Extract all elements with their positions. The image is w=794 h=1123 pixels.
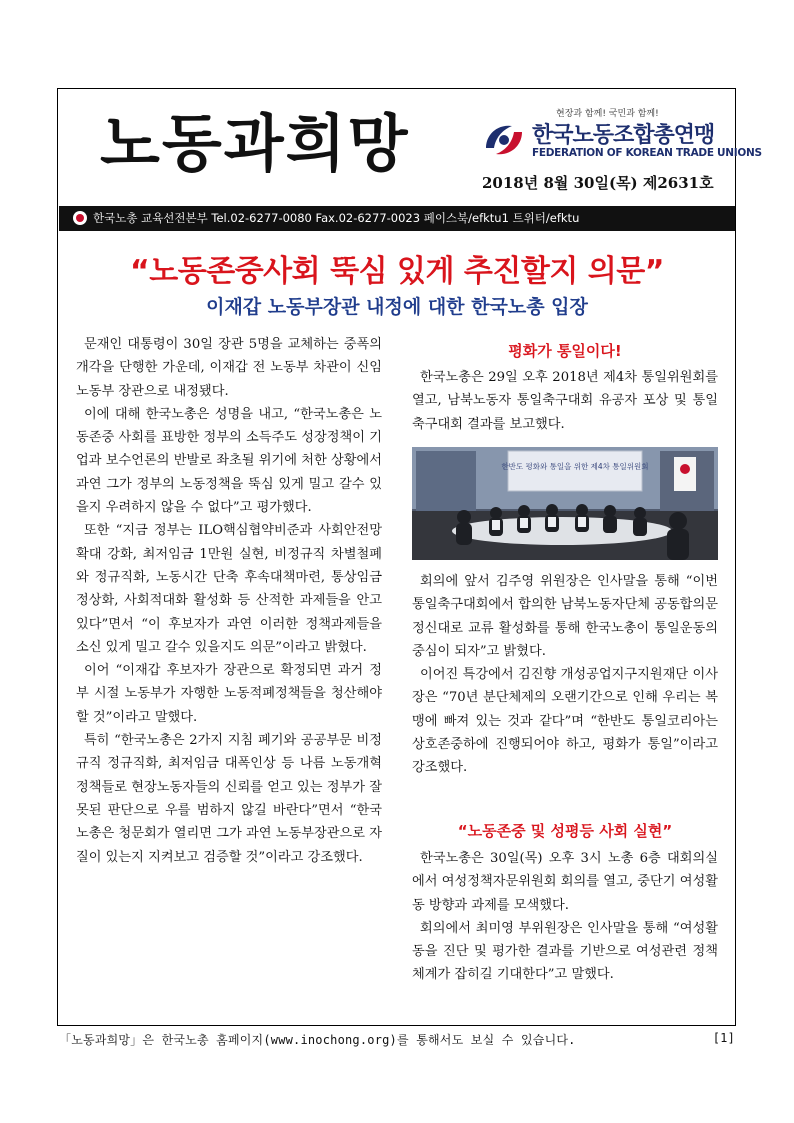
org-name-english: FEDERATION OF KOREAN TRADE UNIONS (532, 147, 762, 159)
article-paragraph: 회의에서 최미영 부위원장은 인사말을 통해 “여성활동을 진단 및 평가한 결과를 기반으로 여성관련 정책체계가 잡히길 기대한다”고 말했다. (412, 920, 718, 983)
banner-text: 한반도 평화와 통일을 위한 제4차 통일위원회 (501, 462, 649, 471)
section-gender-equality-body (412, 847, 718, 987)
article-paragraph: 문재인 대통령이 30일 장관 5명을 교체하는 중폭의 개각을 단행한 가운데, 이재갑 전 노동부 차관이 신임 노동부 장관으로 내정됐다. (76, 337, 382, 399)
article-paragraph: 한국노총은 29일 오후 2018년 제4차 통일위원회를 열고, 남북노동자 통일축구대회 유공자 포상 및 통일축구대회 결과를 보고했다. (412, 370, 718, 432)
article-paragraph: 특히 “한국노총은 2가지 지침 폐기와 공공부문 비정규직 정규직화, 최저임금 대폭인상 등 나름 노동개혁정책들로 현장노동자들의 신뢰를 얻고 있는 정부가 잘못된 판단으로 우를 범하지 않길 바란다”면서 “한국노총은 청문회가 열리면 그가 과연 노동부장관으로 자질이 있는지 지켜보고 검증할 것”이라고 강조했다. (76, 733, 382, 865)
issue-date-number: 2018년 8월 30일(목) 제2631호 (482, 174, 714, 192)
section-title-gender-equality: “노동존중 및 성평등 사회 실현” (457, 822, 673, 840)
meeting-photo (412, 447, 718, 560)
org-name: 한국노동조합총연맹 (532, 123, 715, 148)
section-title-peace: 평화가 통일이다! (508, 342, 622, 360)
section-peace-body (412, 570, 718, 780)
section-peace-intro (412, 366, 718, 436)
footer-text: 「노동과희망」은 한국노총 홈페이지(www.inochong.org)를 통해서도 보실 수 있습니다. (59, 1033, 576, 1047)
org-slogan: 현장과 함께! 국민과 함께! (556, 109, 659, 119)
left-article-column (76, 333, 382, 869)
article-paragraph: 이에 대해 한국노총은 성명을 내고, “한국노총은 노동존중 사회를 표방한 정부의 소득주도 성장정책이 기업과 보수언론의 반발로 좌초될 위기에 처한 상황에서 과연 그가 정부의 노동정책을 뚝심 있게 밀고 갈수 있을지 우려하지 않을 수 없다”고 평가했다. (76, 406, 382, 516)
meeting-photo-illustration (412, 447, 718, 560)
fktu-small-logo-icon (73, 211, 87, 225)
article-paragraph: 또한 “지금 정부는 ILO핵심협약비준과 사회안전망 확대 강화, 최저임금 1만원 실현, 비정규직 차별철폐와 정규직화, 노동시간 단축 후속대책마련, 통상임금 정상화, 사회적대화 활성화 등 산적한 과제들을 안고 있다”면서 “이 후보자가 과연 이러한 정책과제들을 소신 있게 밀고 갈수 있을지도 의문”이라고 밝혔다. (76, 523, 382, 655)
contact-info-bar (59, 206, 735, 231)
article-paragraph: 이어진 특강에서 김진향 개성공업지구지원재단 이사장은 “70년 분단체제의 오랜기간으로 인해 우리는 복맹에 빠져 있는 것과 같다”며 “한반도 통일코리아는 상호존중하에 진행되어야 하고, 평화가 통일”이라고 강조했다. (412, 667, 718, 776)
page-number: [1] (712, 1031, 735, 1045)
article-paragraph: 회의에 앞서 김주영 위원장은 인사말을 통해 “이번 통일축구대회에서 합의한 남북노동자단체 공동합의문 정신대로 교류 활성화를 통해 한국노총이 통일운동의 중심이 되자”고 밝혔다. (412, 574, 718, 659)
main-headline: “노동존중사회 뚝심 있게 추진할지 의문” (130, 254, 664, 289)
sub-headline: 이재갑 노동부장관 내정에 대한 한국노총 입장 (206, 296, 588, 318)
footer-notice (59, 1031, 735, 1048)
article-paragraph: 이어 “이재갑 후보자가 장관으로 확정되면 과거 정부 시절 노동부가 자행한 노동적폐정책들을 청산해야 할 것”이라고 말했다. (76, 663, 382, 725)
newsletter-title: 노동과희망 (100, 107, 410, 180)
article-paragraph: 한국노총은 30일(목) 오후 3시 노총 6층 대회의실에서 여성정책자문위원회 회의를 열고, 중단기 여성활동 방향과 과제를 모색했다. (412, 851, 718, 913)
contact-info-text: 한국노총 교육선전본부 Tel.02-6277-0080 Fax.02-6277-0023 페이스북/efktu1 트위터/efktu (93, 211, 580, 225)
fktu-logo-icon (482, 120, 526, 160)
